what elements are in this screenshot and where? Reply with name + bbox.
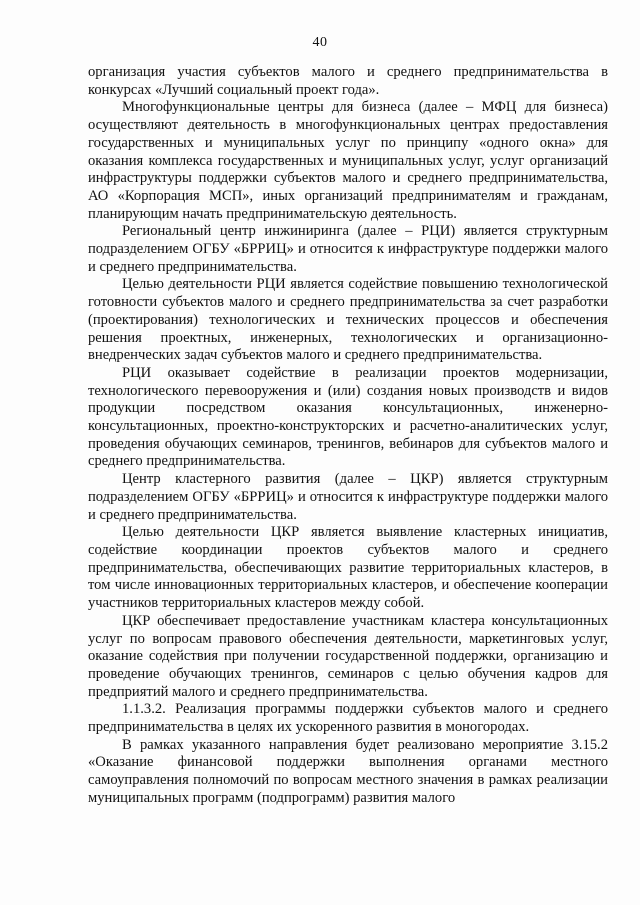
page-number: 40 xyxy=(312,35,328,50)
paragraph-4: Целью деятельности РЦИ является содействие повышению технологической готовности субъектов малого и среднего предпринимательства за счет разработки (проектирования) технологических и технических процессов и обеспечения решения проектных, инженерных, технологических и организационно-внедренческих задач субъектов малого и среднего предпринимательства. xyxy=(88,276,608,364)
paragraph-6: Центр кластерного развития (далее – ЦКР) является структурным подразделением ОГБУ «БРРИЦ» и относится к инфраструктуре поддержки малого и среднего предпринимательства. xyxy=(88,471,608,523)
paragraph-3: Региональный центр инжиниринга (далее – РЦИ) является структурным подразделением ОГБУ «БРРИЦ» и относится к инфраструктуре поддержки малого и среднего предпринимательства. xyxy=(88,223,608,275)
paragraph-7: Целью деятельности ЦКР является выявление кластерных инициатив, содействие координации проектов субъектов малого и среднего предпринимательства, обеспечивающих развитие территориальных кластеров, в том числе инновационных территориальных кластеров, и обеспечение кооперации участников территориальных кластеров между собой. xyxy=(88,524,608,612)
paragraph-1: организация участия субъектов малого и среднего предпринимательства в конкурсах «Лучший социальный проект года». xyxy=(88,64,608,98)
paragraph-5: РЦИ оказывает содействие в реализации проектов модернизации, технологического перевооружения и (или) создания новых производств и видов продукции посредством оказания консультационных, инженерно-консультационных, проектно-конструкторских и расчетно-аналитических услуг, проведения обучающих семинаров, тренингов, вебинаров для субъектов малого и среднего предпринимательства. xyxy=(88,364,608,470)
paragraph-2: Многофункциональные центры для бизнеса (далее – МФЦ для бизнеса) осуществляют деятельность в многофункциональных центрах предоставления государственных и муниципальных услуг по принципу «одного окна» для оказания комплекса государственных и муниципальных услуг, услуг организаций инфраструктуры поддержки субъектов малого и среднего предпринимательства, АО «Корпорация МСП», иных организаций предпринимателям и гражданам, планирующим начать предпринимательскую деятельность. xyxy=(88,99,608,222)
paragraph-10: В рамках указанного направления будет реализовано мероприятие 3.15.2 «Оказание финансовой поддержки выполнения органами местного самоуправления полномочий по вопросам местного значения в рамках реализации муниципальных программ (подпрограмм) развития малого xyxy=(88,736,608,806)
paragraph-9: 1.1.3.2. Реализация программы поддержки субъектов малого и среднего предпринимательства в целях их ускоренного развития в моногородах. xyxy=(88,701,608,736)
paragraph-8: ЦКР обеспечивает предоставление участникам кластера консультационных услуг по вопросам правового обеспечения деятельности, маркетинговых услуг, оказание содействия при получении государственной поддержки, организацию и проведение обучающих тренингов, семинаров с целью обучения кадров для предприятий малого и среднего предпринимательства. xyxy=(88,612,608,700)
document-body xyxy=(88,64,608,808)
